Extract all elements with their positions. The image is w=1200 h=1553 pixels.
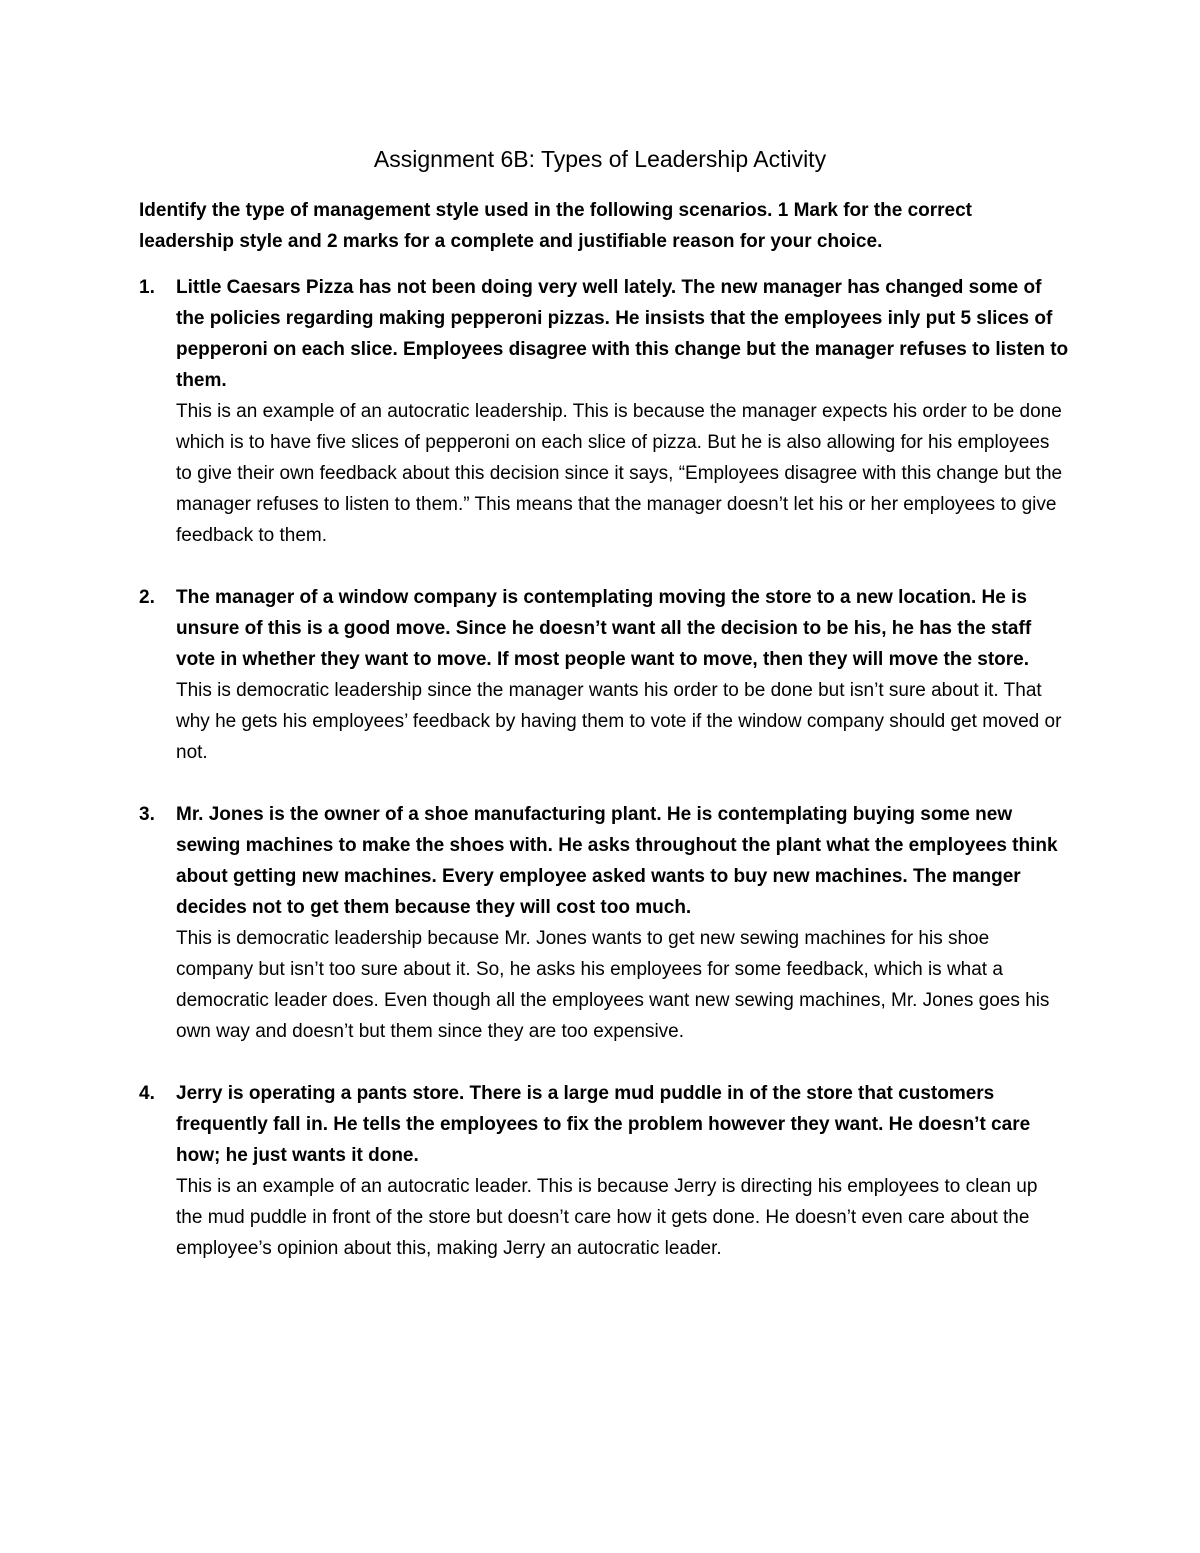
page-title: Assignment 6B: Types of Leadership Activity [373, 146, 827, 172]
question-number: 4. [139, 1083, 155, 1104]
question-answer: This is an example of an autocratic leader. This is because Jerry is directing his employees to clean up the mud puddle in front of the store but doesn’t care how it gets done. He doesn’t even care about the employee’s opinion about this, making Jerry an autocratic leader. [176, 1176, 1038, 1259]
question-number: 3. [139, 804, 155, 825]
question-scenario: The manager of a window company is contemplating moving the store to a new location. He is unsure of this is a good move. Since he doesn’t want all the decision to be his, he has the staff vote in whether they want to move. If most people want to move, then they will move the store. [176, 587, 1032, 670]
question-answer: This is democratic leadership because Mr. Jones wants to get new sewing machines for his shoe company but isn’t too sure about it. So, he asks his employees for some feedback, which is what a democratic leader does. Even though all the employees want new sewing machines, Mr. Jones goes his own way and doesn’t but them since they are too expensive. [176, 928, 1050, 1042]
instructions-paragraph: Identify the type of management style used in the following scenarios. 1 Mark for the correct leadership style and 2 marks for a complete and justifiable reason for your choice. [139, 200, 973, 252]
question-scenario: Jerry is operating a pants store. There is a large mud puddle in of the store that customers frequently fall in. He tells the employees to fix the problem however they want. He doesn’t care how; he just wants it done. [176, 1083, 1031, 1166]
question-scenario: Mr. Jones is the owner of a shoe manufacturing plant. He is contemplating buying some new sewing machines to make the shoes with. He asks throughout the plant what the employees think about getting new machines. Every employee asked wants to buy new machines. The manger decides not to get them because they will cost too much. [176, 804, 1058, 918]
question-scenario: Little Caesars Pizza has not been doing very well lately. The new manager has changed some of the policies regarding making pepperoni pizzas. He insists that the employees inly put 5 slices of pepperoni on each slice. Employees disagree with this change but the manager refuses to listen to them. [176, 277, 1069, 391]
question-item-3 [139, 799, 1069, 1047]
question-list [139, 272, 1069, 1264]
question-number: 1. [139, 277, 155, 298]
question-number: 2. [139, 587, 155, 608]
question-item-1 [139, 272, 1069, 551]
question-answer: This is democratic leadership since the manager wants his order to be done but isn’t sure about it. That why he gets his employees’ feedback by having them to vote if the window company should get moved or not. [176, 680, 1062, 763]
question-item-4 [139, 1078, 1069, 1264]
question-item-2 [139, 582, 1069, 768]
question-answer: This is an example of an autocratic leadership. This is because the manager expects his order to be done which is to have five slices of pepperoni on each slice of pizza. But he is also allowing for his employees to give their own feedback about this decision since it says, “Employees disagree with this change but the manager refuses to listen to them.” This means that the manager doesn’t let his or her employees to give feedback to them. [176, 401, 1063, 546]
